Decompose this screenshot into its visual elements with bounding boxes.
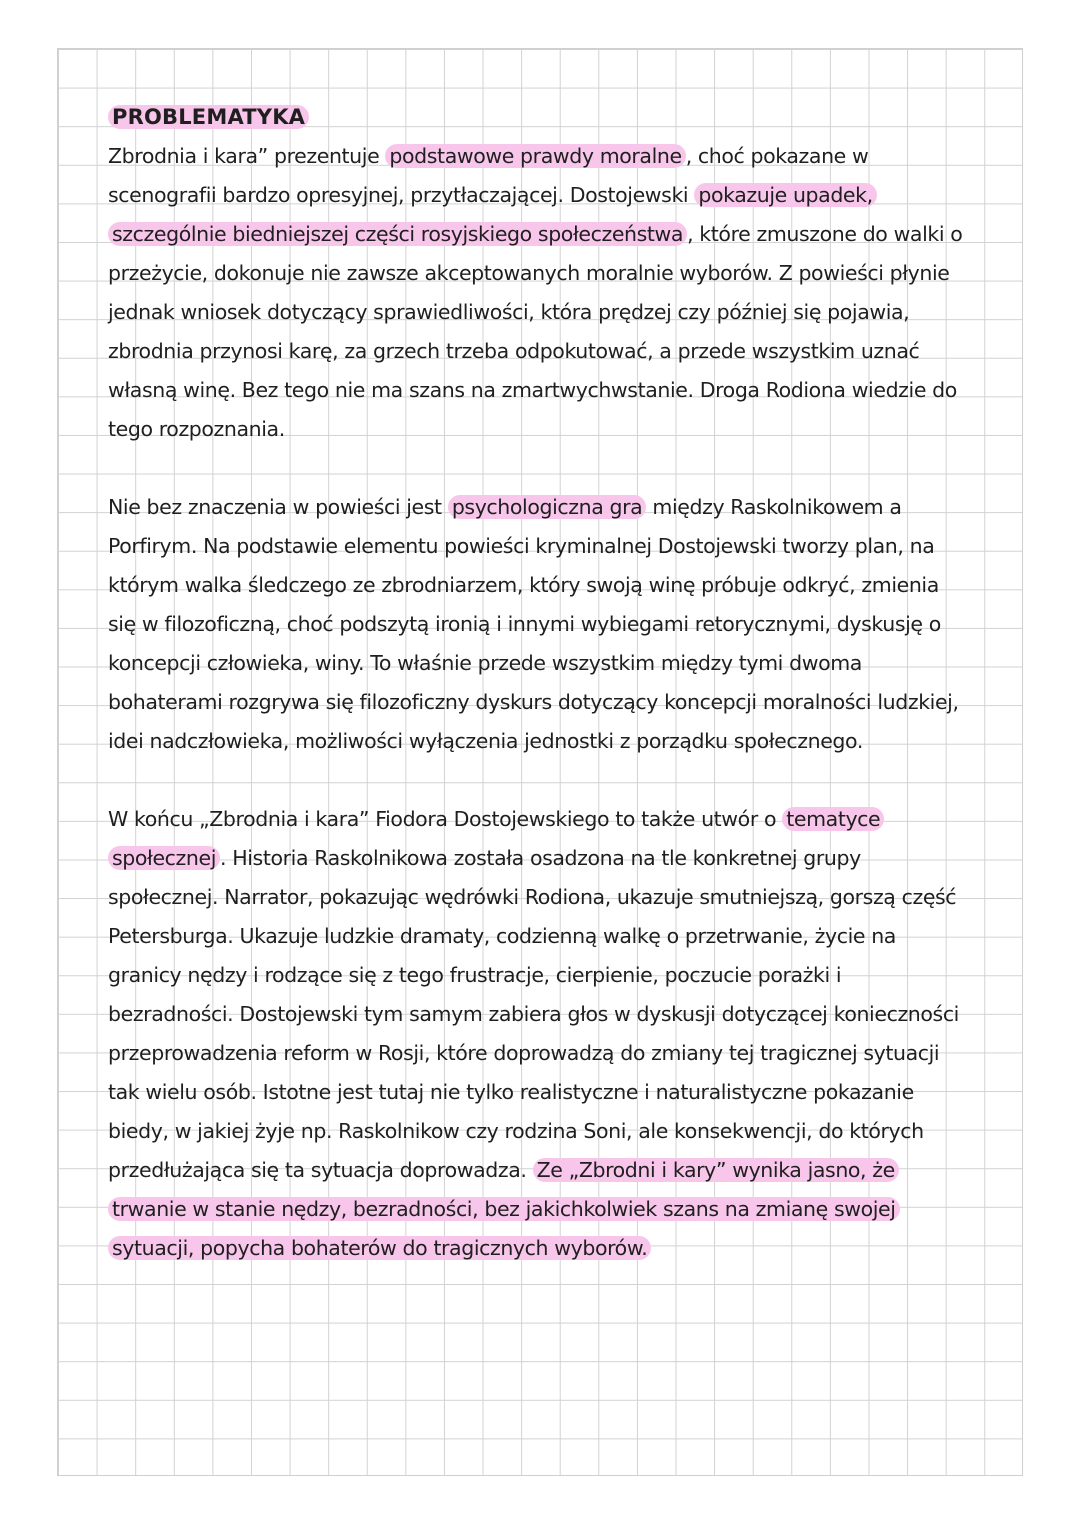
paragraph-1 xyxy=(108,137,970,449)
text-span: Zbrodnia i kara” prezentuje xyxy=(108,144,386,168)
highlighted-text: tematyce społecznej xyxy=(108,807,884,870)
section-heading: PROBLEMATYKA xyxy=(108,105,309,129)
highlighted-text: pokazuje upadek, szczególnie biedniejszej części rosyjskiego społeczeństwa xyxy=(108,183,877,246)
highlighted-text: psychologiczna gra xyxy=(448,495,646,519)
text-span: Nie bez znaczenia w powieści jest xyxy=(108,495,448,519)
paragraph-3 xyxy=(108,800,970,1268)
text-span: . Historia Raskolnikowa została osadzona na tle konkretnej grupy społecznej. Narrator, pokazując wędrówki Rodiona, ukazuje smutniejszą, gorszą część Petersburga. Ukazuje ludzkie dramaty, codzienną walkę o przetrwanie, życie na granicy nędzy i rodzące się z tego frustracje, cierpienie, poczucie porażki i bezradności. Dostojewski tym samym zabiera głos w dyskusji dotyczącej konieczności przeprowadzenia reform w Rosji, które doprowadzą do zmiany tej tragicznej sytuacji tak wielu osób. Istotne jest tutaj nie tylko realistyczne i naturalistyczne pokazanie biedy, w jakiej żyje np. Raskolnikow czy rodzina Soni, ale konsekwencji, do których przedłużająca się ta sytuacja doprowadza. xyxy=(108,846,959,1182)
text-span: , które zmuszone do walki o przeżycie, dokonuje nie zawsze akceptowanych moralnie wyborów. Z powieści płynie jednak wniosek dotyczący sprawiedliwości, która prędzej czy później się pojawia, zbrodnia przynosi karę, za grzech trzeba odpokutować, a przede wszystkim uznać własną winę. Bez tego nie ma szans na zmartwychwstanie. Droga Rodiona wiedzie do tego rozpoznania. xyxy=(108,222,963,441)
highlighted-text: Ze „Zbrodni i kary” wynika jasno, że trwanie w stanie nędzy, bezradności, bez jakichkolwiek szans na zmianę swojej sytuacji, popycha bohaterów do tragicznych wyborów. xyxy=(108,1158,900,1260)
text-span: między Raskolnikowem a Porfirym. Na podstawie elementu powieści kryminalnej Dostojewski tworzy plan, na którym walka śledczego ze zbrodniarzem, który swoją winę próbuje odkryć, zmienia się w filozoficzną, choć podszytą ironią i innymi wybiegami retorycznymi, dyskusję o koncepcji człowieka, winy. To właśnie przede wszystkim między tymi dwoma bohaterami rozgrywa się filozoficzny dyskurs dotyczący koncepcji moralności ludzkiej, idei nadczłowieka, możliwości wyłączenia jednostki z porządku społecznego. xyxy=(108,495,959,753)
highlighted-text: podstawowe prawdy moralne xyxy=(385,144,685,168)
heading-line xyxy=(108,98,970,137)
paragraph-2 xyxy=(108,488,970,761)
text-span: , choć pokazane w scenografii bardzo opresyjnej, przytłaczającej. Dostojewski xyxy=(108,144,869,207)
note-content xyxy=(108,98,970,1268)
paragraph-gap xyxy=(108,449,970,488)
text-span: W końcu „Zbrodnia i kara” Fiodora Dostojewskiego to także utwór o xyxy=(108,807,783,831)
paragraph-gap xyxy=(108,761,970,800)
